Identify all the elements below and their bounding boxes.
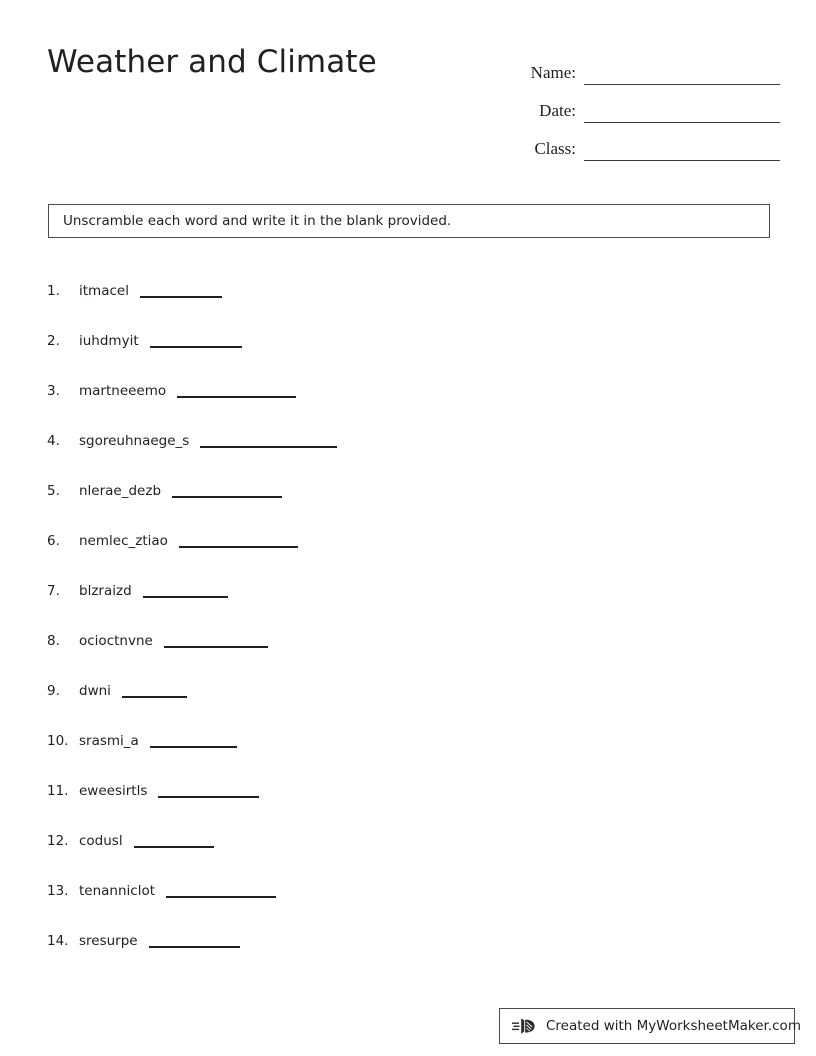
- answer-blank[interactable]: [149, 934, 240, 948]
- item-number: 5.: [47, 483, 60, 499]
- name-field-label: Name:: [530, 63, 576, 82]
- word-item: [47, 366, 747, 416]
- item-number: 13.: [47, 883, 69, 899]
- answer-blank[interactable]: [166, 884, 276, 898]
- scrambled-word: ocioctnvne: [79, 633, 153, 649]
- word-list: [47, 266, 747, 966]
- scrambled-word: eweesirtls: [79, 783, 148, 799]
- answer-blank[interactable]: [158, 784, 259, 798]
- answer-blank[interactable]: [140, 284, 222, 298]
- instruction-text: Unscramble each word and write it in the blank provided.: [63, 213, 452, 229]
- item-number: 12.: [47, 833, 69, 849]
- item-number: 2.: [47, 333, 60, 349]
- student-info-fields: [510, 47, 780, 161]
- scrambled-word: blzraizd: [79, 583, 132, 599]
- instruction-box: [48, 204, 770, 238]
- date-field-label: Date:: [539, 101, 576, 120]
- answer-blank[interactable]: [143, 584, 228, 598]
- date-field-input[interactable]: [584, 101, 780, 123]
- name-field-row: [510, 47, 780, 85]
- item-number: 3.: [47, 383, 60, 399]
- myworksheetmaker-logo-icon: [512, 1015, 538, 1037]
- item-number: 11.: [47, 783, 69, 799]
- word-item: [47, 716, 747, 766]
- scrambled-word: sresurpe: [79, 933, 138, 949]
- word-item: [47, 766, 747, 816]
- worksheet-header: [0, 0, 816, 175]
- scrambled-word: itmacel: [79, 283, 129, 299]
- answer-blank[interactable]: [179, 534, 298, 548]
- item-number: 1.: [47, 283, 60, 299]
- answer-blank[interactable]: [172, 484, 282, 498]
- item-number: 10.: [47, 733, 69, 749]
- item-number: 8.: [47, 633, 60, 649]
- word-item: [47, 916, 747, 966]
- page-title: Weather and Climate: [47, 44, 377, 80]
- answer-blank[interactable]: [164, 634, 268, 648]
- word-item: [47, 266, 747, 316]
- word-item: [47, 516, 747, 566]
- scrambled-word: nemlec_ztiao: [79, 533, 168, 549]
- class-field-row: [510, 123, 780, 161]
- footer-text: Created with MyWorksheetMaker.com: [546, 1018, 801, 1034]
- item-number: 9.: [47, 683, 60, 699]
- word-item: [47, 866, 747, 916]
- scrambled-word: iuhdmyit: [79, 333, 139, 349]
- scrambled-word: srasmi_a: [79, 733, 139, 749]
- scrambled-word: tenanniclot: [79, 883, 156, 899]
- word-item: [47, 666, 747, 716]
- item-number: 4.: [47, 433, 60, 449]
- scrambled-word: sgoreuhnaege_s: [79, 433, 190, 449]
- date-field-row: [510, 85, 780, 123]
- item-number: 7.: [47, 583, 60, 599]
- footer-badge[interactable]: [499, 1008, 801, 1044]
- word-item: [47, 616, 747, 666]
- word-item: [47, 416, 747, 466]
- word-item: [47, 466, 747, 516]
- scrambled-word: dwni: [79, 683, 111, 699]
- class-field-label: Class:: [534, 139, 576, 158]
- answer-blank[interactable]: [122, 684, 187, 698]
- scrambled-word: codusl: [79, 833, 123, 849]
- word-item: [47, 566, 747, 616]
- answer-blank[interactable]: [200, 434, 337, 448]
- answer-blank[interactable]: [134, 834, 214, 848]
- answer-blank[interactable]: [150, 734, 237, 748]
- scrambled-word: martneeemo: [79, 383, 167, 399]
- item-number: 14.: [47, 933, 69, 949]
- scrambled-word: nlerae_dezb: [79, 483, 162, 499]
- answer-blank[interactable]: [150, 334, 242, 348]
- word-item: [47, 316, 747, 366]
- class-field-input[interactable]: [584, 139, 780, 161]
- item-number: 6.: [47, 533, 60, 549]
- name-field-input[interactable]: [584, 63, 780, 85]
- word-item: [47, 816, 747, 866]
- answer-blank[interactable]: [177, 384, 296, 398]
